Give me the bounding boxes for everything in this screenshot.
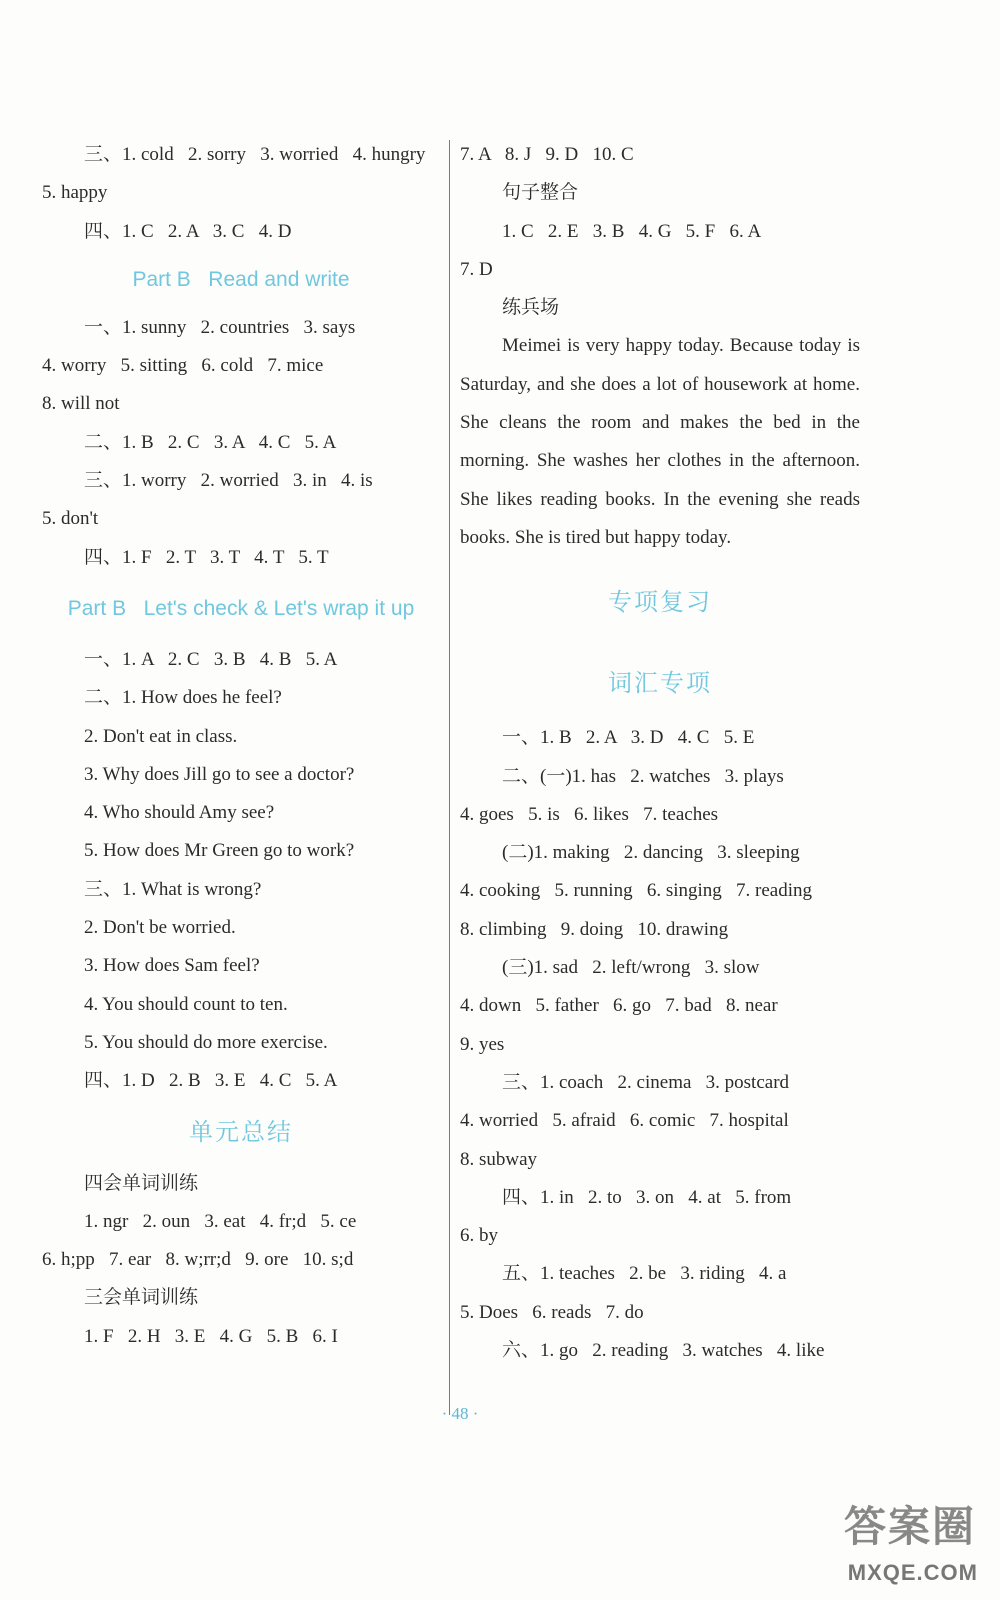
- answer-line: 三、1. What is wrong?: [84, 878, 262, 900]
- answer-line: 4. Who should Amy see?: [84, 802, 275, 824]
- answer-line: 四、1. C 2. A 3. C 4. D: [84, 220, 292, 242]
- answer-line: 三、1. cold 2. sorry 3. worried 4. hungry: [84, 144, 426, 165]
- answer-line: 二、1. B 2. C 3. A 4. C 5. A: [84, 431, 337, 453]
- answer-line: 1. C 2. E 3. B 4. G 5. F 6. A: [502, 220, 762, 242]
- answer-line: 8. climbing 9. doing 10. drawing: [460, 918, 729, 940]
- answer-line: 3. How does Sam feel?: [84, 955, 260, 977]
- answer-line: 六、1. go 2. reading 3. watches 4. like: [502, 1340, 825, 1362]
- answer-line: 5. don't: [42, 508, 99, 530]
- answer-line: 五、1. teaches 2. be 3. riding 4. a: [502, 1263, 787, 1285]
- answer-line: 练兵场: [502, 297, 560, 319]
- right-column: [460, 136, 860, 1370]
- page-number: · 48 ·: [441, 1404, 479, 1423]
- answer-line: 5. How does Mr Green go to work?: [84, 840, 355, 862]
- answer-line: 5. happy: [42, 182, 108, 204]
- column-divider: [449, 140, 450, 1415]
- answer-line: 1. ngr 2. oun 3. eat 4. fr;d 5. ce: [84, 1210, 357, 1232]
- answer-line: (三)1. sad 2. left/wrong 3. slow: [502, 957, 760, 979]
- watermark-url: MXQE.COM: [847, 1560, 978, 1585]
- section-heading: 单元总结: [189, 1118, 293, 1146]
- answer-line: 二、(一)1. has 2. watches 3. plays: [502, 765, 784, 787]
- section-heading: 词汇专项: [608, 670, 712, 698]
- answer-line: 4. down 5. father 6. go 7. bad 8. near: [460, 995, 778, 1017]
- left-column: [42, 136, 440, 1356]
- answer-line: 5. You should do more exercise.: [84, 1031, 328, 1053]
- answer-line: 一、1. sunny 2. countries 3. says: [84, 316, 356, 338]
- answer-line: 三会单词训练: [84, 1287, 199, 1309]
- answer-line: 7. D: [460, 258, 493, 280]
- answer-line: 8. will not: [42, 393, 120, 415]
- answer-line: 6. h;pp 7. ear 8. w;rr;d 9. ore 10. s;d: [42, 1249, 354, 1271]
- answer-line: (二)1. making 2. dancing 3. sleeping: [502, 842, 800, 864]
- answer-line: 三、1. coach 2. cinema 3. postcard: [502, 1071, 790, 1093]
- answer-line: 8. subway: [460, 1148, 538, 1170]
- answer-line: 四会单词训练: [84, 1172, 199, 1194]
- answer-line: 1. F 2. H 3. E 4. G 5. B 6. I: [84, 1325, 338, 1347]
- answer-line: 4. goes 5. is 6. likes 7. teaches: [460, 803, 719, 825]
- section-heading: Part B Read and write: [132, 267, 350, 291]
- answer-line: 4. worry 5. sitting 6. cold 7. mice: [42, 355, 324, 377]
- answer-line: 一、1. A 2. C 3. B 4. B 5. A: [84, 648, 338, 670]
- answer-line: 三、1. worry 2. worried 3. in 4. is: [84, 470, 373, 492]
- answer-line: 2. Don't be worried.: [84, 917, 236, 939]
- answer-line: 5. Does 6. reads 7. do: [460, 1301, 644, 1323]
- answer-line: 四、1. D 2. B 3. E 4. C 5. A: [84, 1070, 338, 1092]
- section-heading: Part B Let's check & Let's wrap it up: [67, 596, 415, 620]
- answer-line: 四、1. F 2. T 3. T 4. T 5. T: [84, 546, 329, 568]
- answer-line: 2. Don't eat in class.: [84, 725, 238, 747]
- answer-line: 9. yes: [460, 1033, 505, 1055]
- answer-line: 句子整合: [502, 182, 579, 204]
- watermark-logo: 答案圈: [843, 1502, 976, 1551]
- answer-line: 4. worried 5. afraid 6. comic 7. hospital: [460, 1110, 789, 1132]
- answer-line: 一、1. B 2. A 3. D 4. C 5. E: [502, 727, 755, 749]
- answer-line: 3. Why does Jill go to see a doctor?: [84, 763, 355, 785]
- composition-paragraph: Meimei is very happy today. Because today is Saturday, and she does a lot of housework at home. She cleans the room and makes the bed in the morning. She washes her clothes in the afternoon. She likes reading books. In the evening she reads books. She is tired but happy today.: [460, 335, 860, 548]
- answer-line: 4. cooking 5. running 6. singing 7. reading: [460, 880, 812, 902]
- answer-line: 7. A 8. J 9. D 10. C: [460, 144, 634, 165]
- section-heading: 专项复习: [608, 589, 712, 617]
- answer-line: 4. You should count to ten.: [84, 993, 288, 1015]
- answer-line: 6. by: [460, 1225, 498, 1247]
- answer-line: 二、1. How does he feel?: [84, 687, 282, 709]
- answer-line: 四、1. in 2. to 3. on 4. at 5. from: [502, 1186, 792, 1208]
